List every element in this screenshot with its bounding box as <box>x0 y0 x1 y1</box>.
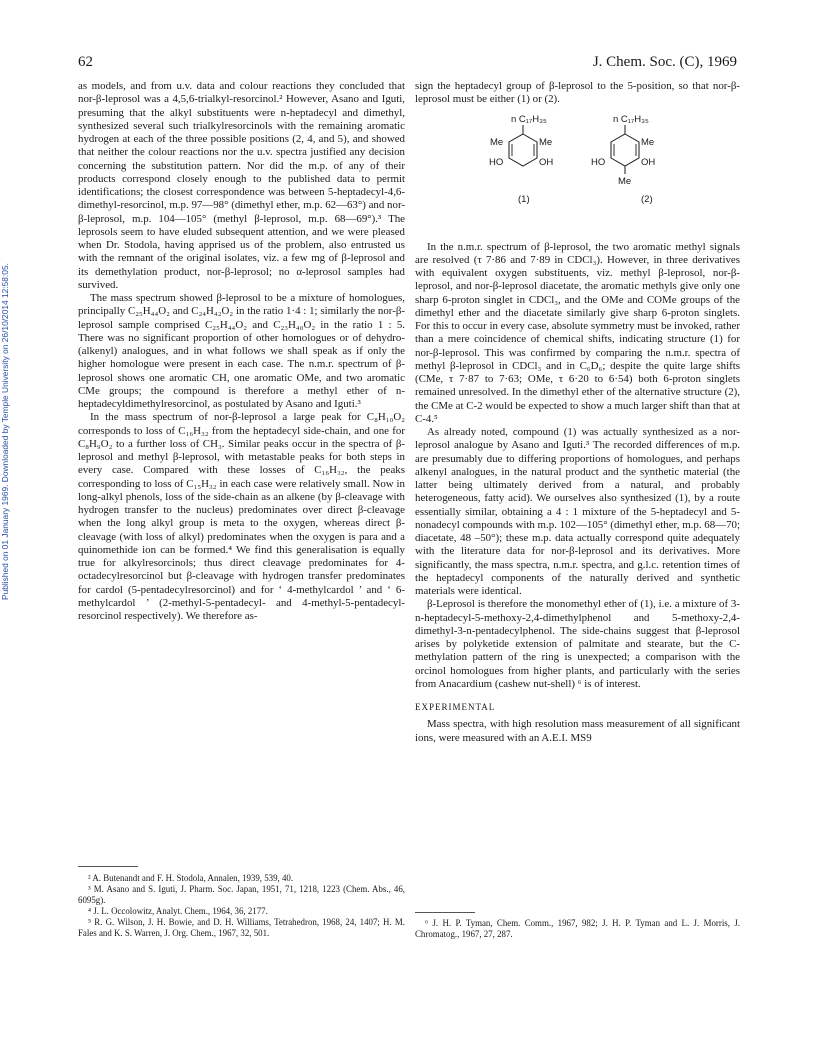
substituent-label: Me <box>641 136 655 148</box>
experimental-heading: EXPERIMENTAL <box>415 702 496 712</box>
structure-diagrams <box>415 110 740 238</box>
structure-1 <box>489 114 553 205</box>
footnote: ² A. Butenandt and F. H. Stodola, Annalen, 1939, 539, 40. <box>88 873 294 883</box>
footnote: ³ M. Asano and S. Iguti, J. Pharm. Soc. Japan, 1951, 71, 1218, 1223 (Chem. Abs., 46, 6095g). <box>78 884 405 906</box>
publication-side-note[interactable]: Published on 01 January 1969. Downloaded by Temple University on 26/10/2014 12:58:05. <box>0 263 10 601</box>
substituent-label: Me <box>490 136 504 148</box>
substituent-label: OH <box>539 156 554 168</box>
chain-label: n C₁₇H₃₅ <box>613 113 649 125</box>
substituent-label: HO <box>489 156 504 168</box>
substituent-label: OH <box>641 156 656 168</box>
paragraph: Mass spectra, with high resolution mass measurement of all significant ions, were measured with an A.E.I. MS9 <box>415 718 740 744</box>
footnotes-right <box>415 918 740 940</box>
paragraph: In the mass spectrum of nor-β-leprosol a large peak for C₈H₁₀O₂ corresponds to loss of C₁₆H₃₂ from the heptadecyl side-chain, and one for C₈H₉O₂ to a further loss of CH₃. Similar peaks occur in the spectra of β-leprosol and methyl β-leprosol, with metastable peaks for both steps in every case. Compared with these losses of C₁₆H₃₂, the peaks corresponding to loss of C₁₅H₃₂ in each case were relatively small. Now in long-alkyl phenols, loss of the side-chain as an alkene (by β-cleavage with hydrogen transfer to the nucleus) predominates over direct β-cleavage when the long alkyl group is meta to the oxygen, whereas direct β-cleavage (with loss of alkyl) predominates when the oxygen is para and a quinomethide ion can be formed.⁴ We find this generalisation is equally true for alkylresorcinols; thus direct cleavage predominates for 4-octadecylresorcinol but β-cleavage with hydrogen transfer predominates for cardol (5-pentadecylresorcinol) and for ‘ 4-methylcardol ’ and ‘ 6-methylcardol ’ (2-methyl-5-pentadecyl- and 4-methyl-5-pentadecyl-resorcinol respectively). We therefore as- <box>78 411 405 622</box>
footnote-divider <box>78 866 138 867</box>
journal-title: J. Chem. Soc. (C), 1969 <box>592 54 737 70</box>
paragraph: The mass spectrum showed β-leprosol to be a mixture of homologues, principally C₂₅H₄₄O₂ and C₂₄H₄₂O₂ in the ratio 1·4 : 1; similarly the nor-β-leprosol sample comprised C₂₅H₄₄O₂ and C₂₃H₄₀O₂ in the ratio 1 : 5. There was no significant proportion of other homologues or of dehydro- (alkenyl) analogues, and in what follows we shall speak as if only the higher homologue were present in each case. The n.m.r. spectrum of β-leprosol shows one aromatic CH, one aromatic OMe, and two aromatic CMe groups; the compound is therefore a methyl ether of n-heptadecyldimethylresorcinol, as postulated by Asano and Iguti.³ <box>78 292 405 410</box>
footnote: ⁴ J. L. Occolowitz, Analyt. Chem., 1964, 36, 2177. <box>88 906 268 917</box>
substituent-label: HO <box>591 156 606 168</box>
right-column <box>415 80 740 745</box>
paragraph: In the n.m.r. spectrum of β-leprosol, the two aromatic methyl signals are resolved (τ 7·86 and 7·89 in CDCl₃). However, in three derivatives with equivalent oxygen substituents, viz. methyl β-leprosol, nor-β-leprosol, and nor-β-leprosol diacetate, the aromatic methyls give only one sharp 6-proton singlet in CDCl₃, and the OMe and COMe groups of the dimethyl ether and the diacetate similarly give sharp 6-proton singlets. For this to occur in every case, absolute symmetry must be invoked, rather than a mere coincidence of chemical shifts, indicating structure (1) for nor-β-leprosol. This was confirmed by comparing the n.m.r. spectra of methyl β-leprosol in CDCl₃ and in C₆D₆; despite the quite large shifts (CMe, τ 7·87 to 7·63; OMe, τ 6·20 to 6·54) both 6-proton singlets remained unresolved. In the dimethyl ether of the alternative structure (2), the CMe at C-2 would be expected to show a much larger shift than that at C-4.⁵ <box>415 240 740 425</box>
structure-label: (2) <box>641 193 653 205</box>
paragraph: β-Leprosol is therefore the monomethyl ether of (1), i.e. a mixture of 3-n-heptadecyl-5-methoxy-2,4-dimethylphenol and 5-methoxy-2,4-dimethyl-3-n-pentadecylphenol. The side-chains suggest that β-leprosol arises by polyketide extension of palmitate and stearate, but the C-methylation pattern of the ring is unexpected; a comparison with the orcinol homologues from higher plants, and particularly with the series from Anacardium (cashew nut-shell) ⁶ is of interest. <box>415 598 740 690</box>
structure-2 <box>591 114 655 205</box>
structure-figure <box>415 110 740 238</box>
footnote: ⁵ R. G. Wilson, J. H. Bowie, and D. H. Williams, Tetrahedron, 1968, 24, 1407; H. M. Fales and K. S. Warren, J. Org. Chem., 1967, 32, 501. <box>78 917 405 939</box>
left-column <box>78 80 405 623</box>
paragraph: sign the heptadecyl group of β-leprosol to the 5-position, so that nor-β-leprosol must be either (1) or (2). <box>415 80 740 106</box>
footnotes-left <box>78 873 405 940</box>
footnote: ⁶ J. H. P. Tyman, Chem. Comm., 1967, 982; J. H. P. Tyman and L. J. Morris, J. Chromatog., 1967, 27, 287. <box>415 918 740 940</box>
paragraph: as models, and from u.v. data and colour reactions they concluded that nor-β-leprosol was a 4,5,6-trialkyl-resorcinol.² However, Asano and Iguti, presuming that the alkyl substituents were n-heptadecyl and dimethyl, synthesized several such trialkylresorcinols with the remaining aromatic hydrogen at each of the three possible positions (2, 4, and 5), and showed that neither the colour reactions nor the u.v. spectra justified any decision concerning the substitution pattern. Nor did the m.p. of any of their products correspond closely enough to the published data to permit identifications; the closest correspondence was between 5-heptadecyl-4,6-dimethyl-resorcinol, m.p. 97—98° (dimethyl ether, m.p. 62—63°) and nor-β-leprosol, m.p. 104—105° (methyl β-leprosol, m.p. 68—69°).³ The leprosols seem to have eluded subsequent attention, and we were pleased when Dr. Stodola, having apprised us of the problem, also entrusted us with the remnant of the original isolates, viz. a few mg of β-leprosol and its demethylation product, nor-β-leprosol; no α-leprosol samples had survived. <box>78 80 405 291</box>
substituent-label: Me <box>618 175 632 187</box>
paragraph: As already noted, compound (1) was actually synthesized as a nor-leprosol analogue by Asano and Iguti.³ The recorded differences of m.p. are presumably due to differing proportions of homologues, and perhaps alkenyl analogues, in the natural product and the synthetic material (the latter being ultimately derived from a natural, and probably heterogeneous, fatty acid). We ourselves also synthesized (1), by a route essentially similar, obtaining a 4 : 1 mixture of the 5-heptadecyl and 5-nonadecyl compounds with m.p. 102—105° (dimethyl ether, m.p. 68—70; diacetate, 48 –50°); these m.p. data actually correspond quite adequately with the literature data for nor-β-leprosol and its derivatives. More significantly, the mass spectra, n.m.r. spectra, and g.l.c. retention times of the heptadecyl components of the naturally derived and synthetic materials were identical. <box>415 426 740 597</box>
page-number: 62 <box>78 54 93 70</box>
structure-label: (1) <box>518 193 530 205</box>
chain-label: n C₁₇H₃₅ <box>511 113 547 125</box>
footnote-divider <box>415 912 475 913</box>
substituent-label: Me <box>539 136 553 148</box>
